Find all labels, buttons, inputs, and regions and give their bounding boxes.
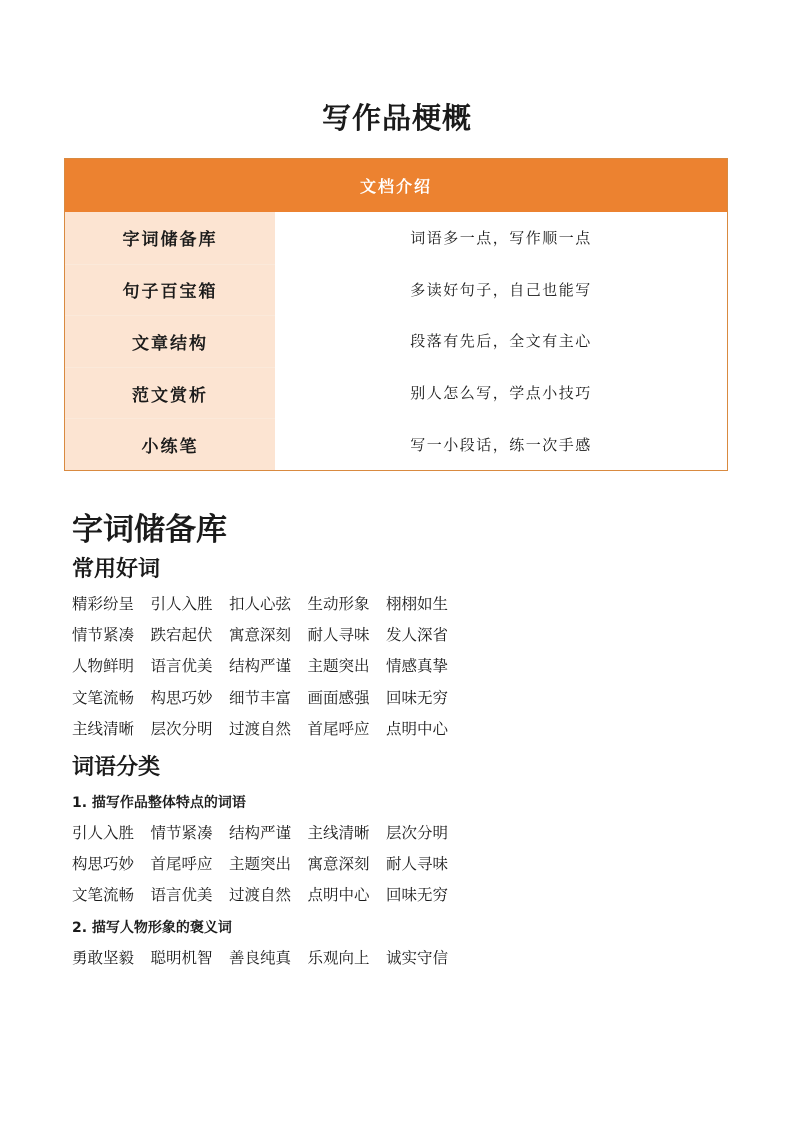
category-words-list [72, 941, 465, 972]
overview-row-desc: 段落有先后，全文有主心 [410, 332, 592, 351]
overview-row-desc: 多读好句子，自己也能写 [410, 280, 592, 299]
word-row [72, 941, 465, 972]
word-row [72, 681, 465, 712]
classify-title: 词语分类 [72, 755, 161, 780]
word: 点明中心 [307, 886, 370, 905]
word: 结构严谨 [229, 657, 292, 676]
overview-row-name: 范文赏析 [65, 367, 275, 419]
category-title: 2. 描写人物形象的褒义词 [72, 920, 232, 936]
word: 构思巧妙 [150, 688, 213, 707]
word: 发人深省 [386, 625, 449, 644]
word: 语言优美 [150, 657, 213, 676]
word: 情节紧凑 [72, 625, 135, 644]
word: 主题突出 [307, 657, 370, 676]
word: 层次分明 [150, 719, 213, 738]
word: 细节丰富 [229, 688, 292, 707]
page-title: 写作品梗概 [321, 101, 472, 135]
word: 首尾呼应 [307, 719, 370, 738]
word: 情节紧凑 [150, 823, 213, 842]
common-words-title: 常用好词 [72, 557, 161, 582]
word: 诚实守信 [386, 948, 449, 967]
category-title: 1. 描写作品整体特点的词语 [72, 795, 246, 811]
word: 结构严谨 [229, 823, 292, 842]
overview-header: 文档介绍 [65, 159, 727, 212]
word: 善良纯真 [229, 948, 292, 967]
word: 主线清晰 [72, 719, 135, 738]
word: 引人入胜 [150, 594, 213, 613]
word: 情感真挚 [386, 657, 449, 676]
word-row [72, 816, 465, 847]
word-row [72, 712, 465, 743]
overview-row-name: 字词储备库 [65, 212, 275, 264]
word: 点明中心 [386, 719, 449, 738]
overview-row-desc: 词语多一点，写作顺一点 [410, 229, 592, 248]
word: 乐观向上 [307, 948, 370, 967]
word: 精彩纷呈 [72, 594, 135, 613]
word: 过渡自然 [229, 886, 292, 905]
word: 画面感强 [307, 688, 370, 707]
overview-row [65, 418, 727, 470]
word: 构思巧妙 [72, 854, 135, 873]
word-row [72, 587, 465, 618]
word-row [72, 879, 465, 910]
word: 主线清晰 [307, 823, 370, 842]
overview-row-desc: 别人怎么写，学点小技巧 [410, 384, 592, 403]
word-row [72, 618, 465, 649]
word: 跌宕起伏 [150, 625, 213, 644]
overview-row [65, 315, 727, 367]
overview-row [65, 264, 727, 316]
word: 首尾呼应 [150, 854, 213, 873]
word: 过渡自然 [229, 719, 292, 738]
word: 寓意深刻 [307, 854, 370, 873]
word: 主题突出 [229, 854, 292, 873]
word: 语言优美 [150, 886, 213, 905]
overview-row [65, 212, 727, 264]
word: 文笔流畅 [72, 688, 135, 707]
overview-row-name: 文章结构 [65, 315, 275, 367]
word-row [72, 650, 465, 681]
overview-row-name: 小练笔 [65, 418, 275, 470]
word: 引人入胜 [72, 823, 135, 842]
word: 耐人寻味 [307, 625, 370, 644]
word: 文笔流畅 [72, 886, 135, 905]
word: 回味无穷 [386, 886, 449, 905]
word: 人物鲜明 [72, 657, 135, 676]
word: 寓意深刻 [229, 625, 292, 644]
overview-row-desc: 写一小段话，练一次手感 [410, 435, 592, 454]
word: 扣人心弦 [229, 594, 292, 613]
word: 耐人寻味 [386, 854, 449, 873]
word: 栩栩如生 [386, 594, 449, 613]
word: 生动形象 [307, 594, 370, 613]
word: 层次分明 [386, 823, 449, 842]
word-row [72, 847, 465, 878]
word: 勇敢坚毅 [72, 948, 135, 967]
word: 聪明机智 [150, 948, 213, 967]
overview-row [65, 367, 727, 419]
category-words-list [72, 816, 465, 910]
word: 回味无穷 [386, 688, 449, 707]
common-words-list [72, 587, 465, 743]
section-title: 字词储备库 [72, 512, 227, 548]
overview-table [64, 158, 728, 471]
overview-row-name: 句子百宝箱 [65, 264, 275, 316]
